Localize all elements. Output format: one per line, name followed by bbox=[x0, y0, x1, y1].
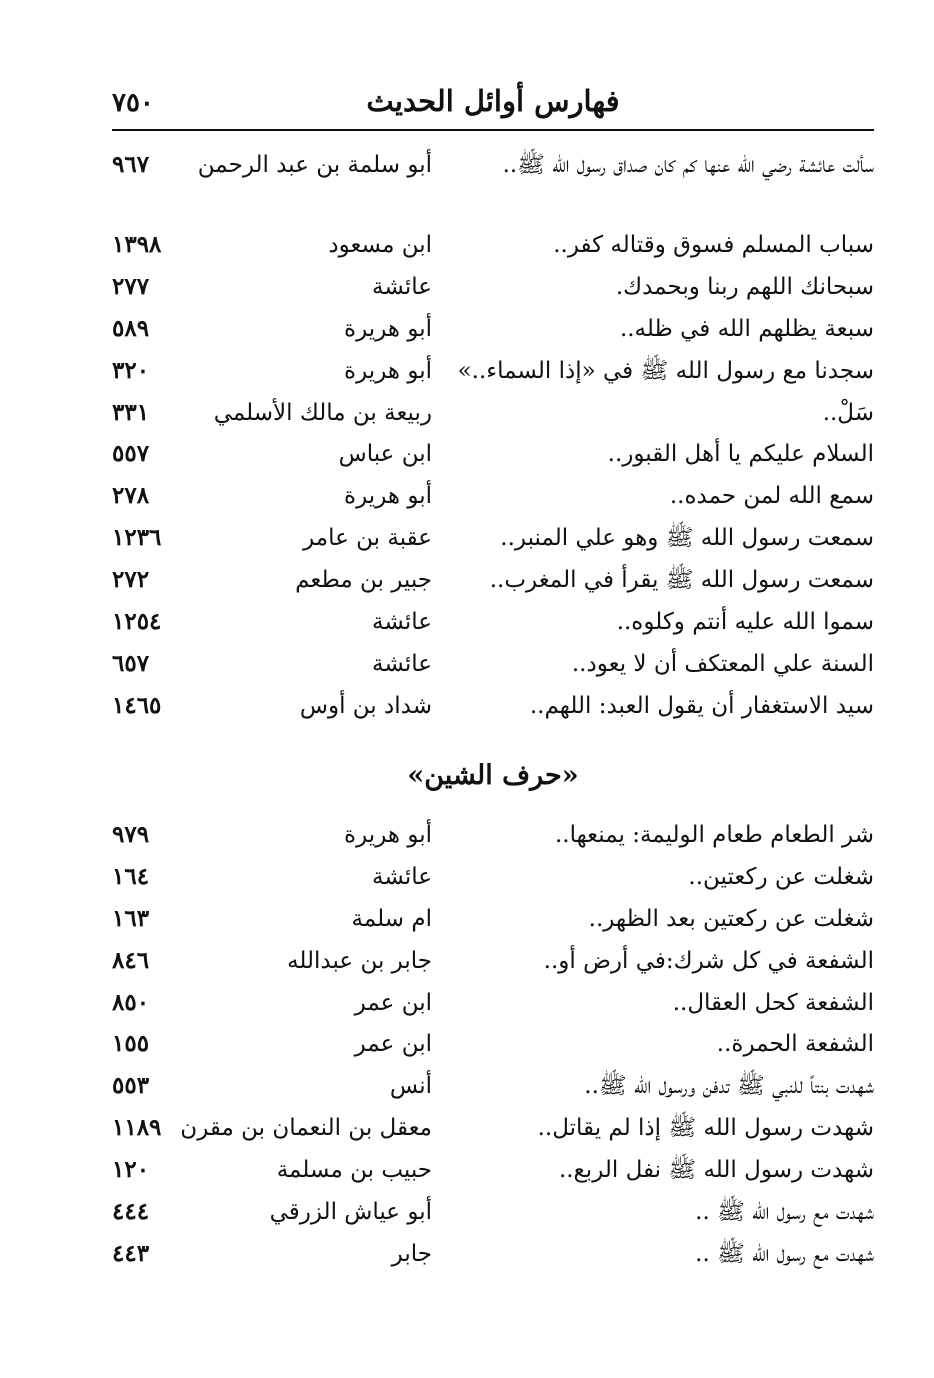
hadith-number: ٢٧٧ bbox=[112, 272, 150, 300]
index-row bbox=[112, 515, 874, 557]
hadith-number: ٩٦٧ bbox=[112, 151, 150, 178]
index-row bbox=[112, 1063, 874, 1105]
narrator: ابن عمر bbox=[354, 989, 432, 1016]
hadith-opening: شهدت بنتاً للنبي ﷺ تدفن ورسول الله ﷺ.. bbox=[584, 1073, 874, 1100]
hadith-opening: شهدت رسول الله ﷺ إذا لم يقاتل.. bbox=[537, 1115, 874, 1142]
hadith-number: ١٦٣ bbox=[112, 904, 150, 932]
page-number: ٧٥٠ bbox=[112, 88, 154, 118]
narrator: أبو هريرة bbox=[344, 357, 432, 384]
hadith-opening: الشفعة الحمرة.. bbox=[716, 1031, 874, 1058]
narrator: جابر bbox=[391, 1240, 432, 1267]
hadith-opening: شهدت رسول الله ﷺ نفل الربع.. bbox=[558, 1157, 874, 1184]
hadith-number: ٦٥٧ bbox=[112, 649, 150, 677]
narrator: عائشة bbox=[372, 609, 432, 636]
hadith-number: ١٢٣٦ bbox=[112, 524, 162, 552]
hadith-number: ٩٧٩ bbox=[112, 821, 150, 848]
narrator: عائشة bbox=[372, 863, 432, 890]
index-row bbox=[112, 264, 874, 306]
hadith-number: ٢٧٨ bbox=[112, 482, 150, 510]
hadith-number: ٥٥٣ bbox=[112, 1072, 150, 1100]
narrator: أبو هريرة bbox=[344, 822, 432, 848]
hadith-number: ٥٥٧ bbox=[112, 440, 150, 468]
hadith-opening: سبحانك اللهم ربنا وبحمدك. bbox=[615, 273, 874, 300]
hadith-opening: سَلْ.. bbox=[822, 399, 874, 426]
index-row bbox=[112, 1189, 874, 1231]
narrator: جبير بن مطعم bbox=[295, 567, 432, 594]
hadith-opening: شهدت مع رسول الله ﷺ .. bbox=[695, 1240, 874, 1267]
narrator: ابن مسعود bbox=[328, 232, 432, 258]
hadith-opening: سألت عائشة رضي الله عنها كم كان صداق رسول الله ﷺ.. bbox=[502, 152, 874, 178]
narrator: عائشة bbox=[372, 650, 432, 677]
narrator: أنس bbox=[389, 1073, 432, 1100]
narrator: ربيعة بن مالك الأسلمي bbox=[213, 399, 432, 426]
page-title: فهارس أوائل الحديث bbox=[366, 84, 620, 118]
hadith-number: ٤٤٣ bbox=[112, 1239, 150, 1267]
hadith-number: ٨٤٦ bbox=[112, 946, 150, 974]
hadith-opening: الشفعة في كل شرك:في أرض أو.. bbox=[543, 947, 874, 974]
index-row bbox=[112, 641, 874, 683]
index-row bbox=[112, 980, 874, 1022]
page-header bbox=[112, 82, 874, 128]
hadith-number: ٨٥٠ bbox=[112, 988, 150, 1016]
index-section-seen bbox=[112, 142, 874, 725]
narrator: أبو عياش الزرقي bbox=[269, 1199, 432, 1226]
narrator: معقل بن النعمان بن مقرن bbox=[180, 1115, 432, 1142]
index-row bbox=[112, 473, 874, 515]
index-row bbox=[112, 142, 874, 222]
index-row bbox=[112, 812, 874, 854]
hadith-number: ٢٧٢ bbox=[112, 566, 150, 594]
hadith-opening: شهدت مع رسول الله ﷺ .. bbox=[695, 1199, 874, 1226]
hadith-opening: شر الطعام طعام الوليمة: يمنعها.. bbox=[554, 822, 874, 848]
index-row bbox=[112, 938, 874, 980]
hadith-number: ١٢٠ bbox=[112, 1156, 150, 1184]
index-row bbox=[112, 896, 874, 938]
narrator: أبو هريرة bbox=[344, 315, 432, 342]
hadith-opening: سجدنا مع رسول الله ﷺ في «إذا السماء..» bbox=[457, 357, 874, 384]
hadith-opening: سباب المسلم فسوق وقتاله كفر.. bbox=[553, 232, 874, 258]
index-row bbox=[112, 599, 874, 641]
hadith-opening: سمع الله لمن حمده.. bbox=[669, 483, 874, 510]
narrator: ابن عباس bbox=[338, 441, 432, 468]
index-row bbox=[112, 557, 874, 599]
narrator: ابن عمر bbox=[354, 1031, 432, 1058]
hadith-number: ١١٨٩ bbox=[112, 1114, 162, 1142]
hadith-number: ٣٢٠ bbox=[112, 356, 150, 384]
index-row bbox=[112, 854, 874, 896]
narrator: ام سلمة bbox=[351, 905, 432, 932]
hadith-number: ٤٤٤ bbox=[112, 1198, 150, 1226]
hadith-opening: شغلت عن ركعتين بعد الظهر.. bbox=[588, 905, 874, 932]
hadith-number: ١٣٩٨ bbox=[112, 231, 162, 258]
header-rule bbox=[112, 129, 874, 131]
section-heading: «حرف الشين» bbox=[407, 760, 579, 791]
hadith-number: ١٦٤ bbox=[112, 862, 150, 890]
narrator: حبيب بن مسلمة bbox=[276, 1157, 432, 1184]
hadith-number: ١٥٥ bbox=[112, 1030, 150, 1058]
index-row bbox=[112, 306, 874, 348]
index-row bbox=[112, 222, 874, 264]
narrator: أبو هريرة bbox=[344, 483, 432, 510]
index-row bbox=[112, 1105, 874, 1147]
narrator: عائشة bbox=[372, 273, 432, 300]
hadith-opening: الشفعة كحل العقال.. bbox=[672, 989, 874, 1016]
index-row bbox=[112, 390, 874, 432]
hadith-opening: شغلت عن ركعتين.. bbox=[688, 863, 874, 890]
hadith-number: ٣٣١ bbox=[112, 398, 150, 426]
narrator: جابر بن عبدالله bbox=[287, 947, 432, 974]
index-section-sheen bbox=[112, 812, 874, 1273]
index-row bbox=[112, 348, 874, 390]
index-row bbox=[112, 1231, 874, 1273]
hadith-opening: السلام عليكم يا أهل القبور.. bbox=[607, 441, 874, 468]
index-row bbox=[112, 1147, 874, 1189]
hadith-opening: السنة علي المعتكف أن لا يعود.. bbox=[571, 650, 874, 677]
hadith-number: ٥٨٩ bbox=[112, 314, 150, 342]
index-row bbox=[112, 683, 874, 725]
hadith-opening: سموا الله عليه أنتم وكلوه.. bbox=[616, 609, 874, 636]
hadith-number: ١٢٥٤ bbox=[112, 608, 162, 636]
narrator: شداد بن أوس bbox=[299, 692, 432, 719]
hadith-opening: سبعة يظلهم الله في ظله.. bbox=[619, 315, 874, 342]
narrator: أبو سلمة بن عبد الرحمن bbox=[197, 152, 432, 178]
hadith-opening: سمعت رسول الله ﷺ وهو علي المنبر.. bbox=[500, 525, 874, 552]
hadith-opening: سيد الاستغفار أن يقول العبد: اللهم.. bbox=[529, 692, 874, 719]
index-row bbox=[112, 431, 874, 473]
index-row bbox=[112, 1021, 874, 1063]
hadith-opening: سمعت رسول الله ﷺ يقرأ في المغرب.. bbox=[489, 567, 874, 594]
hadith-number: ١٤٦٥ bbox=[112, 691, 162, 719]
narrator: عقبة بن عامر bbox=[303, 525, 432, 552]
